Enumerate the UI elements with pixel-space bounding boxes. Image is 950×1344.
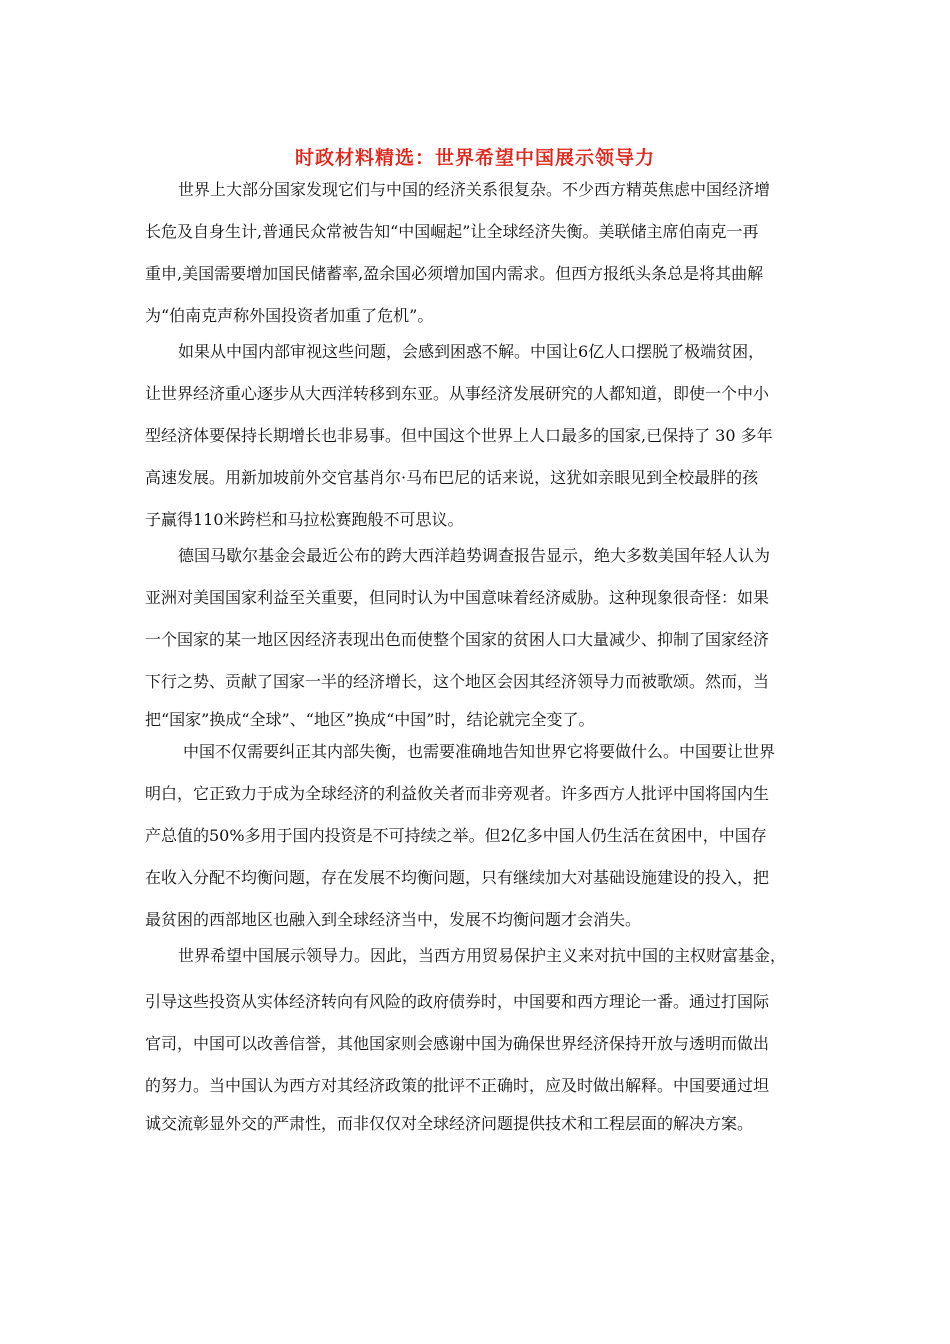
paragraph-line: 让世界经济重心逐步从大西洋转移到东亚。从事经济发展研究的人都知道，即使一个中小: [145, 384, 770, 403]
paragraph-line: 把“国家”换成“全球”、“地区”换成“中国”时，结论就完全变了。: [145, 710, 595, 729]
paragraph-line: 德国马歇尔基金会最近公布的跨大西洋趋势调查报告显示，绝大多数美国年轻人认为: [178, 546, 771, 565]
paragraph-line: 的努力。当中国认为西方对其经济政策的批评不正确时，应及时做出解释。中国要通过坦: [145, 1076, 770, 1095]
paragraph-line: 一个国家的某一地区因经济表现出色而使整个国家的贫困人口大量减少、抑制了国家经济: [145, 630, 770, 649]
paragraph-line: 诚交流彰显外交的严肃性，而非仅仅对全球经济问题提供技术和工程层面的解决方案。: [145, 1114, 754, 1133]
paragraph-line: 在收入分配不均衡问题，存在发展不均衡问题，只有继续加大对基础设施建设的投入，把: [145, 868, 770, 887]
document-title: 时政材料精选：世界希望中国展示领导力: [294, 147, 655, 169]
paragraph-line: 引导这些投资从实体经济转向有风险的政府债券时，中国要和西方理论一番。通过打国际: [145, 992, 770, 1011]
paragraph-line: 明白，它正致力于成为全球经济的利益攸关者而非旁观者。许多西方人批评中国将国内生: [145, 784, 770, 803]
paragraph-line: 官司，中国可以改善信誉，其他国家则会感谢中国为确保世界经济保持开放与透明而做出: [145, 1034, 770, 1053]
paragraph-line: 产总值的50%多用于国内投资是不可持续之举。但2亿多中国人仍生活在贫困中，中国存: [145, 826, 767, 845]
paragraph-line: 长危及自身生计,普通民众常被告知“中国崛起”让全球经济失衡。美联储主席伯南克一再: [145, 222, 759, 241]
paragraph-line: 世界希望中国展示领导力。因此，当西方用贸易保护主义来对抗中国的主权财富基金，: [178, 946, 787, 965]
paragraph-line: 亚洲对美国国家利益至关重要，但同时认为中国意味着经济威胁。这种现象很奇怪：如果: [145, 588, 770, 607]
paragraph-line: 中国不仅需要纠正其内部失衡，也需要准确地告知世界它将要做什么。中国要让世界: [183, 742, 776, 761]
paragraph-line: 重申,美国需要增加国民储蓄率,盈余国必须增加国内需求。但西方报纸头条总是将其曲解: [145, 264, 764, 283]
paragraph-line: 下行之势、贡献了国家一半的经济增长，这个地区会因其经济领导力而被歌颂。然而，当: [145, 672, 770, 691]
paragraph-line: 为“伯南克声称外国投资者加重了危机”。: [145, 306, 434, 325]
paragraph-line: 型经济体要保持长期增长也非易事。但中国这个世界上人口最多的国家,已保持了 30 多年: [145, 426, 773, 445]
paragraph-line: 子赢得110米跨栏和马拉松赛跑般不可思议。: [145, 510, 464, 529]
paragraph-line: 高速发展。用新加坡前外交官基肖尔·马布巴尼的话来说，这犹如亲眼见到全校最胖的孩: [145, 468, 759, 487]
paragraph-line: 世界上大部分国家发现它们与中国的经济关系很复杂。不少西方精英焦虑中国经济增: [178, 180, 771, 199]
paragraph-line: 如果从中国内部审视这些问题，会感到困惑不解。中国让6亿人口摆脱了极端贫困，: [178, 342, 765, 361]
paragraph-line: 最贫困的西部地区也融入到全球经济当中，发展不均衡问题才会消失。: [145, 910, 642, 929]
